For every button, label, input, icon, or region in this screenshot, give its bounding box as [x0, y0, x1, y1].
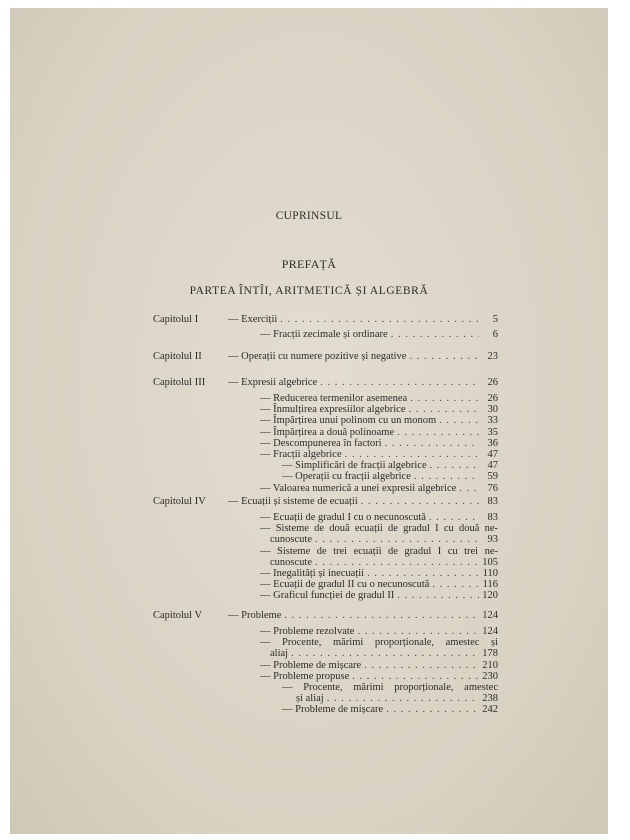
toc-item-text: — Graficul funcției de gradul II	[260, 590, 395, 602]
toc-item	[260, 427, 498, 438]
chapter-title-page: 83	[487, 496, 498, 507]
dot-leader	[327, 693, 479, 704]
toc-item-page: 230	[482, 670, 498, 682]
dot-leader	[385, 438, 479, 449]
dot-leader	[367, 568, 479, 579]
book-page	[10, 8, 608, 834]
toc-item-page: 124	[482, 626, 498, 637]
dot-leader	[409, 351, 479, 362]
toc-item	[260, 568, 498, 579]
chapter-title-text: — Operații cu numere pozitive și negative	[228, 351, 407, 362]
chapter-title-page: 26	[487, 377, 498, 388]
toc-item-page: 120	[482, 590, 498, 602]
toc-item	[270, 557, 498, 568]
chapter-title-text: — Probleme	[228, 610, 282, 621]
chapter-title	[228, 377, 498, 388]
dot-leader	[284, 610, 479, 621]
toc-item-page: 116	[482, 579, 498, 591]
toc-item	[260, 590, 498, 601]
toc-item-text: — Reducerea termenilor asemenea	[260, 393, 408, 404]
toc-item	[270, 648, 498, 659]
toc-item-page: 93	[487, 534, 498, 546]
chapter-title-page: 5	[492, 314, 498, 325]
dot-leader	[408, 404, 479, 415]
chapter-title-text: — Expresii algebrice	[228, 377, 318, 388]
toc-item-page: 59	[487, 471, 498, 483]
toc-item-text: și aliaj	[296, 693, 324, 705]
chapter-title-page: 124	[482, 610, 498, 621]
dot-leader	[391, 329, 479, 340]
chapter-label: Capitolul III	[153, 377, 206, 388]
toc-item-page: 35	[487, 426, 498, 438]
dot-leader	[410, 393, 479, 404]
toc-item-text: — Probleme de mișcare	[260, 659, 362, 671]
dot-leader	[459, 483, 479, 494]
toc-item-text: — Probleme propuse	[260, 670, 350, 682]
chapter-label: Capitolul II	[153, 351, 202, 362]
dot-leader	[397, 590, 479, 601]
dot-leader	[352, 671, 479, 682]
dot-leader	[345, 449, 479, 460]
toc-item	[260, 579, 498, 590]
toc-item-text: — Fracții zecimale și ordinare	[260, 329, 388, 340]
preface-heading: PREFAȚĂ	[281, 257, 337, 271]
dot-leader	[432, 579, 479, 590]
toc-item-page: 33	[487, 415, 498, 427]
toc-item-text: — Sisteme de trei ecuații de gradul I cu trei ne-	[260, 545, 498, 557]
toc-item-page: 47	[487, 449, 498, 460]
toc-item	[260, 512, 498, 523]
chapter-title	[228, 351, 498, 362]
toc-item	[260, 329, 498, 340]
toc-item-text: — Inegalități și inecuații	[260, 568, 365, 579]
toc-item-page: 83	[487, 512, 498, 523]
toc-item-text: — Operații cu fracții algebrice	[282, 471, 411, 483]
chapter-title-page: 23	[487, 351, 498, 362]
chapter-label: Capitolul I	[153, 314, 199, 325]
toc-item-text: — Sisteme de două ecuații de gradul I cu două ne-	[260, 523, 498, 535]
dot-leader	[364, 660, 479, 671]
toc-item-page: 178	[482, 648, 498, 660]
dot-leader	[291, 648, 479, 659]
contents-heading: CUPRINSUL	[275, 210, 343, 222]
toc-item-page: 110	[482, 568, 498, 579]
toc-item-text: — Descompunerea în factori	[260, 437, 382, 449]
chapter-title-text: — Ecuații și sisteme de ecuații	[228, 496, 358, 507]
toc-item	[260, 626, 498, 637]
toc-item	[260, 483, 498, 494]
dot-leader	[414, 471, 479, 482]
toc-item	[260, 438, 498, 449]
chapter-label: Capitolul IV	[153, 496, 206, 507]
dot-leader	[320, 377, 479, 388]
toc-item-page: 238	[482, 693, 498, 705]
toc-item	[260, 415, 498, 426]
toc-item-text: — Procente, mărimi proporționale, amestec	[282, 682, 498, 693]
toc-item	[260, 404, 498, 415]
toc-item-text: cunoscute	[270, 556, 312, 568]
toc-item-text: — Valoarea numerică a unei expresii algebrice	[260, 482, 457, 494]
chapter-title	[228, 610, 498, 621]
dot-leader	[361, 496, 479, 507]
toc-item-page: 36	[487, 437, 498, 449]
toc-item-page: 26	[487, 393, 498, 404]
toc-item-page: 76	[487, 482, 498, 494]
toc-item	[270, 534, 498, 545]
toc-item-page: 30	[487, 404, 498, 416]
chapter-title-text: — Exerciții	[228, 314, 278, 325]
chapter-label: Capitolul V	[153, 610, 203, 621]
toc-item-text: — Simplificări de fracții algebrice	[282, 460, 427, 472]
toc-item	[260, 449, 498, 460]
dot-leader	[439, 415, 479, 426]
dot-leader	[315, 557, 479, 568]
toc-item-page: 210	[482, 659, 498, 671]
part-heading: PARTEA ÎNTÎI, ARITMETICĂ ȘI ALGEBRĂ	[189, 285, 429, 297]
toc-item-text: — Înmulțirea expresiilor algebrice	[260, 404, 406, 416]
toc-item-page: 47	[487, 460, 498, 472]
toc-item-text: — Ecuații de gradul I cu o necunoscută	[260, 512, 426, 523]
dot-leader	[280, 314, 479, 325]
toc-item-text: — Fracții algebrice	[260, 449, 342, 460]
toc-item-page: 6	[492, 329, 498, 340]
toc-item	[260, 393, 498, 404]
toc-item-page: 242	[482, 704, 498, 716]
toc-item-text: — Ecuații de gradul II cu o necunoscută	[260, 579, 430, 591]
toc-item-text: aliaj	[270, 648, 289, 660]
dot-leader	[430, 460, 479, 471]
toc-item-text: — Împărțirea unui polinom cu un monom	[260, 415, 437, 427]
toc-item-text: — Împărțirea a două polinoame	[260, 426, 395, 438]
chapter-title	[228, 314, 498, 325]
dot-leader	[315, 534, 479, 545]
toc-item-text: — Probleme rezolvate	[260, 626, 355, 637]
toc-item	[296, 693, 498, 704]
dot-leader	[386, 704, 479, 715]
toc-item-page: 105	[482, 556, 498, 568]
toc-item	[282, 460, 498, 471]
toc-item-text: cunoscute	[270, 534, 312, 546]
toc-item-text: — Probleme de mișcare	[282, 704, 384, 716]
toc-item	[282, 704, 498, 715]
dot-leader	[397, 427, 479, 438]
toc-item	[260, 660, 498, 671]
dot-leader	[357, 626, 479, 637]
toc-item-text: — Procente, mărimi proporționale, amestec și	[260, 637, 498, 649]
dot-leader	[429, 512, 479, 523]
toc-item	[282, 471, 498, 482]
toc-item	[260, 671, 498, 682]
chapter-title	[228, 496, 498, 507]
